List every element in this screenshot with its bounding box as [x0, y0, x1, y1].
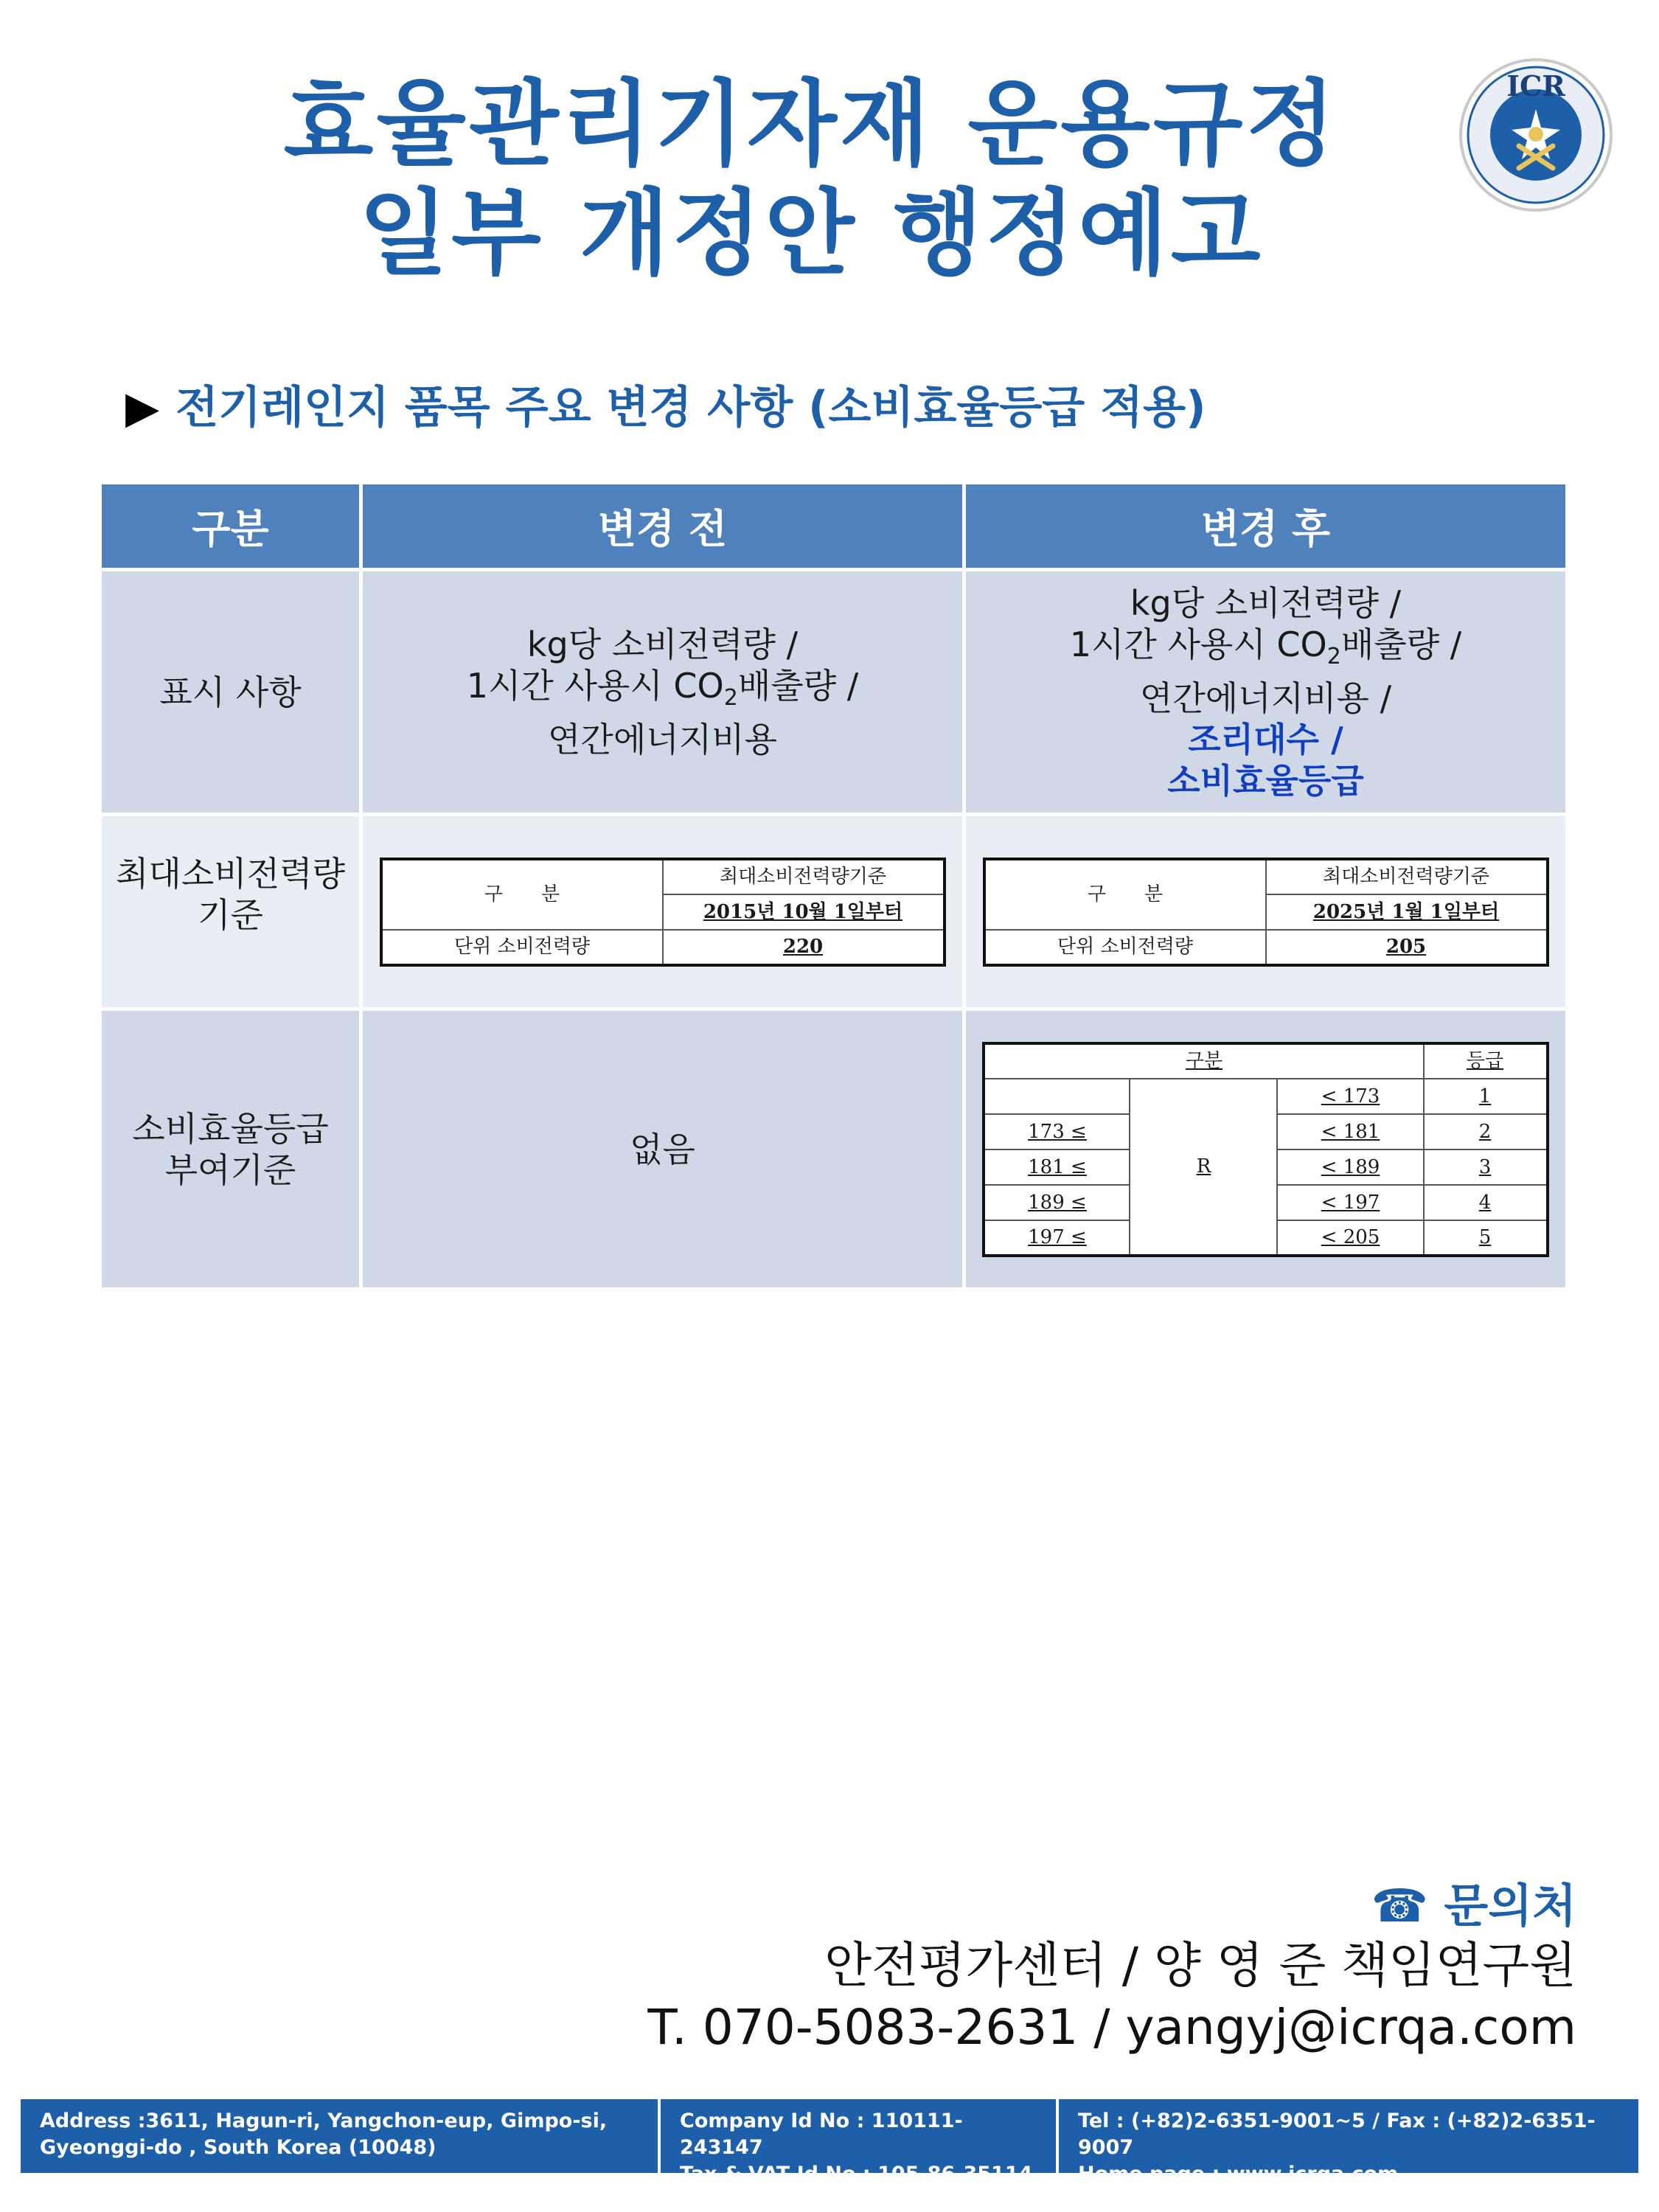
row-label-display: 표시 사항: [100, 570, 361, 815]
grade-row: 197 ≤ < 205 5: [984, 1220, 1547, 1256]
grade-row: 173 ≤ < 181 2: [984, 1114, 1547, 1150]
grade-row: 181 ≤ < 189 3: [984, 1150, 1547, 1185]
header-before: 변경 전: [361, 483, 964, 570]
contact-heading: [647, 1869, 1576, 1935]
table-row: [100, 570, 1568, 815]
grade-criteria-table: [982, 1042, 1548, 1257]
r-symbol: R: [1130, 1079, 1277, 1256]
contact-heading-text: 문의처: [1444, 1879, 1576, 1933]
row-label-max-power: 최대소비전력량 기준: [100, 815, 361, 1009]
footer-bar: [21, 2099, 1638, 2185]
added-cooktop-count: 조리대수 /: [1188, 720, 1343, 760]
grade-head-gubun: 구분: [984, 1043, 1423, 1079]
page-title: [0, 70, 1622, 288]
max-power-after-cell: [964, 815, 1568, 1009]
display-after-cell: kg당 소비전력량 / 1시간 사용시 $CO_2$배출량 / 연간에너지비용 / 조리대수 / 소비효율등급: [964, 570, 1568, 815]
max-power-after-table: 구 분 최대소비전력량기준 2025년 1월 1일부터 단위 소비전력량 205: [983, 858, 1549, 967]
play-arrow-icon: ▶: [125, 382, 160, 434]
section-heading-text: 전기레인지 품목 주요 변경 사항 (소비효율등급 적용): [175, 382, 1206, 434]
table-row: [100, 815, 1568, 1009]
footer-address: Address :3611, Hagun-ri, Yangchon-eup, Gimpo-si, Gyeonggi-do , South Korea (10048): [21, 2099, 661, 2173]
footer-company-ids: Company Id No : 110111-243147 Tax & VAT Id No : 105-86-35114: [661, 2099, 1059, 2173]
grade-row: 189 ≤ < 197 4: [984, 1185, 1547, 1220]
section-heading: [125, 372, 1206, 436]
footer-homepage-link[interactable]: Home page : www.icrqa.com: [1078, 2163, 1399, 2185]
contact-phone-email[interactable]: T. 070-5083-2631 / yangyj@icrqa.com: [647, 1999, 1576, 2056]
table-row: [100, 1009, 1568, 1290]
header-gubun: 구분: [100, 483, 361, 570]
row-label-grade-criteria: 소비효율등급 부여기준: [100, 1009, 361, 1290]
icr-logo: [1458, 58, 1613, 212]
display-before-cell: kg당 소비전력량 / 1시간 사용시 $CO_2$배출량 / 연간에너지비용: [361, 570, 964, 815]
max-power-before-table: 구 분 최대소비전력량기준 2015년 10월 1일부터 단위 소비전력량 220: [380, 858, 946, 967]
grade-head-grade: 등급: [1424, 1043, 1548, 1079]
footer-contact: Tel : (+82)2-6351-9001~5 / Fax : (+82)2-6351-9007 Home page : www.icrqa.com: [1059, 2099, 1638, 2173]
header-after: 변경 후: [964, 483, 1568, 570]
table-header-row: [100, 483, 1568, 570]
grade-before-cell: 없음: [361, 1009, 964, 1290]
logo-text: ICR: [1506, 69, 1565, 102]
change-table: [98, 481, 1569, 1291]
added-efficiency-grade: 소비효율등급: [1167, 761, 1364, 801]
grade-row: R < 173 1: [984, 1079, 1547, 1114]
contact-block: [647, 1869, 1576, 2059]
max-power-before-cell: [361, 815, 964, 1009]
title-line-2: 일부 개정안 행정예고: [358, 179, 1264, 288]
phone-icon: ☎: [1371, 1879, 1428, 1933]
contact-person: 안전평가센터 / 양 영 준 책임연구원: [824, 1937, 1576, 1994]
title-line-1: 효율관리기자재 운용규정: [283, 70, 1339, 178]
grade-after-cell: [964, 1009, 1568, 1290]
